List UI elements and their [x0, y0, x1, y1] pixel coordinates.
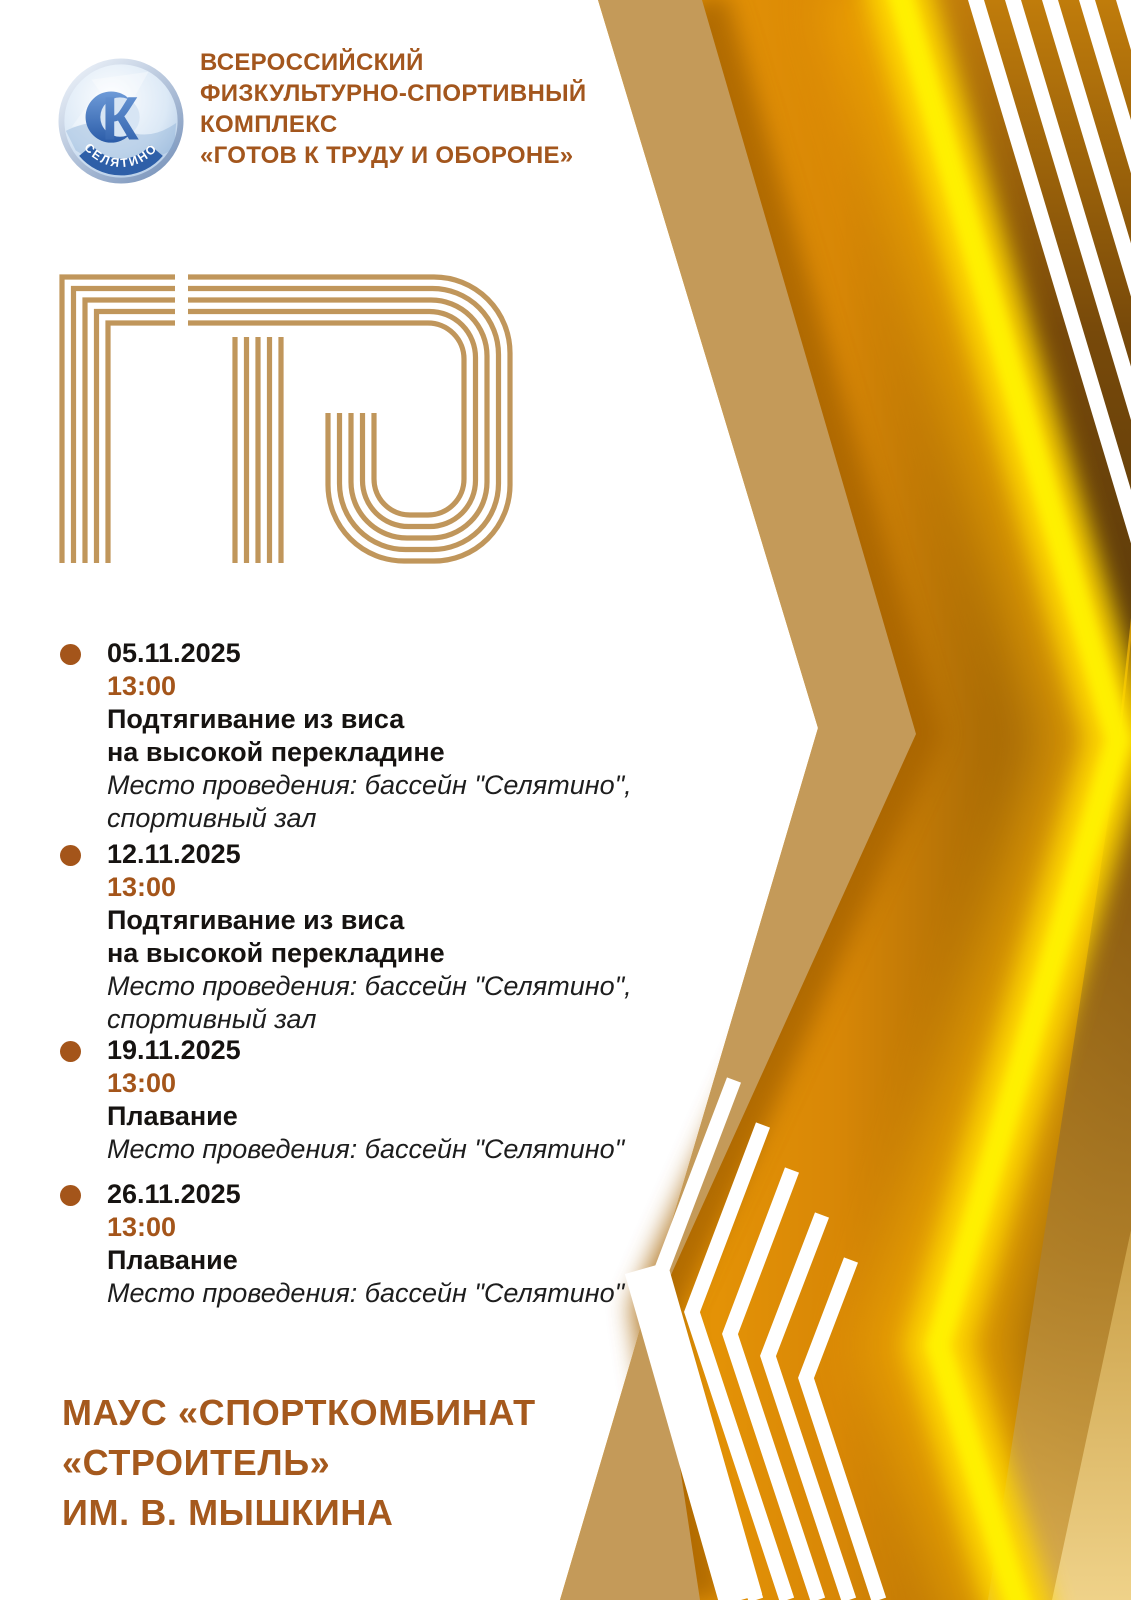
event-location: Место проведения: бассейн "Селятино", спортивный зал	[107, 971, 632, 1034]
event-item	[107, 838, 667, 1036]
event-location: Место проведения: бассейн "Селятино", спортивный зал	[107, 770, 632, 833]
event-item	[107, 1034, 667, 1166]
footer-title: МАУС «СПОРТКОМБИНАТ «СТРОИТЕЛЬ» ИМ. В. МЫШКИНА	[62, 1392, 536, 1533]
event-item	[107, 637, 667, 835]
event-bullet-icon	[60, 644, 81, 665]
event-time: 13:00	[107, 872, 177, 902]
event-title: Подтягивание из виса на высокой перекладине	[107, 704, 445, 767]
event-bullet-icon	[60, 845, 81, 866]
event-date: 05.11.2025	[107, 638, 241, 668]
event-time: 13:00	[107, 1068, 177, 1098]
event-time: 13:00	[107, 671, 177, 701]
svg-text:К: К	[101, 84, 139, 153]
event-title: Плавание	[107, 1101, 238, 1131]
event-bullet-icon	[60, 1041, 81, 1062]
event-title: Плавание	[107, 1245, 238, 1275]
selyatino-logo	[58, 58, 184, 184]
event-date: 12.11.2025	[107, 839, 241, 869]
badge-arc-text: СЕЛЯТИНО	[81, 140, 161, 171]
event-location: Место проведения: бассейн "Селятино"	[107, 1134, 625, 1164]
event-location: Место проведения: бассейн "Селятино"	[107, 1278, 625, 1308]
event-title: Подтягивание из виса на высокой перекладине	[107, 905, 445, 968]
event-date: 19.11.2025	[107, 1035, 241, 1065]
header-title: ВСЕРОССИЙСКИЙ ФИЗКУЛЬТУРНО-СПОРТИВНЫЙ КОМПЛЕКС «ГОТОВ К ТРУДУ И ОБОРОНЕ»	[200, 49, 587, 169]
event-date: 26.11.2025	[107, 1179, 241, 1209]
gto-logo	[58, 263, 520, 565]
event-bullet-icon	[60, 1185, 81, 1206]
event-item	[107, 1178, 667, 1310]
event-time: 13:00	[107, 1212, 177, 1242]
